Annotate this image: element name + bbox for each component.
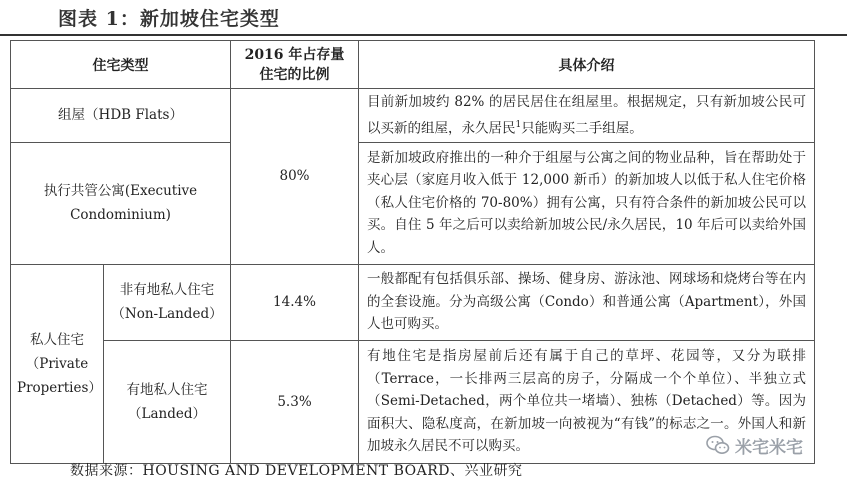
wechat-icon	[706, 435, 730, 455]
landed-line2: （Landed）	[128, 405, 206, 422]
share-public: 80%	[231, 89, 359, 265]
desc-hdb-part1: 目前新加坡约 82% 的居民居住在组屋里。根据规定，只有新加坡公民可以买新的组屋，永久居民	[367, 94, 806, 136]
type-ec-line2: Condominium)	[70, 207, 171, 223]
watermark-text: 米宅米宅	[735, 437, 803, 458]
header-type: 住宅类型	[11, 41, 231, 89]
type-landed	[104, 340, 231, 463]
private-line3: Properties）	[17, 379, 102, 396]
type-hdb: 组屋（HDB Flats）	[11, 89, 231, 143]
desc-landed: 有地住宅是指房屋前后还有属于自己的草坪、花园等，又分为联排（Terrace，一长排两三层高的房子，分隔成一个个单位）、半独立式（Semi-Detached，两个单位共一堵墙）、独栋（Detached）等。因为面积大、隐私度高，在新加坡一向被视为“有钱”的标志之一。外国人和新加坡永久居民不可以购买。	[359, 340, 815, 463]
share-non-landed: 14.4%	[231, 264, 359, 340]
source-note: 数据来源：HOUSING AND DEVELOPMENT BOARD、兴业研究	[70, 463, 523, 479]
header-intro: 具体介绍	[359, 41, 815, 89]
header-share-line1: 2016 年占存量	[244, 46, 345, 63]
figure-title: 图表 1：新加坡住宅类型	[58, 8, 280, 30]
type-private-group	[11, 264, 104, 463]
share-landed: 5.3%	[231, 340, 359, 463]
type-ec-line1: 执行共管公寓(Executive	[43, 183, 198, 199]
footnote-marker: 1	[515, 119, 522, 130]
desc-non-landed: 一般都配有包括俱乐部、操场、健身房、游泳池、网球场和烧烤台等在内的全套设施。分为高级公寓（Condo）和普通公寓（Apartment），外国人也可购买。	[359, 264, 815, 340]
desc-ec: 是新加坡政府推出的一种介于组屋与公寓之间的物业品种，旨在帮助处于夹心层（家庭月收入低于 12,000 新币）的新加坡人以低于私人住宅价格（私人住宅价格的 70-80%）拥有公寓，只有符合条件的新加坡公民可以买。自住 5 年之后可以卖给新加坡公民/永久居民，10 年后可以卖给外国人。	[359, 142, 815, 264]
housing-types-table	[10, 40, 815, 464]
desc-hdb-part2: 只能购买二手组屋。	[521, 120, 643, 136]
title-divider	[0, 34, 847, 36]
landed-line1: 有地私人住宅	[126, 381, 208, 398]
table-row-hdb	[11, 89, 815, 143]
non-landed-line2: （Non-Landed）	[111, 306, 223, 322]
table-row-landed	[11, 340, 815, 463]
desc-hdb	[359, 89, 815, 143]
type-non-landed	[104, 264, 231, 340]
table-header-row	[11, 41, 815, 89]
watermark	[706, 430, 828, 460]
private-line1: 私人住宅	[30, 331, 84, 348]
table-row-non-landed	[11, 264, 815, 340]
table-row-ec	[11, 142, 815, 264]
header-share	[231, 41, 359, 89]
non-landed-line1: 非有地私人住宅	[119, 282, 215, 298]
header-share-line2: 住宅的比例	[259, 66, 330, 83]
private-line2: （Private	[25, 355, 89, 372]
type-ec	[11, 142, 231, 264]
